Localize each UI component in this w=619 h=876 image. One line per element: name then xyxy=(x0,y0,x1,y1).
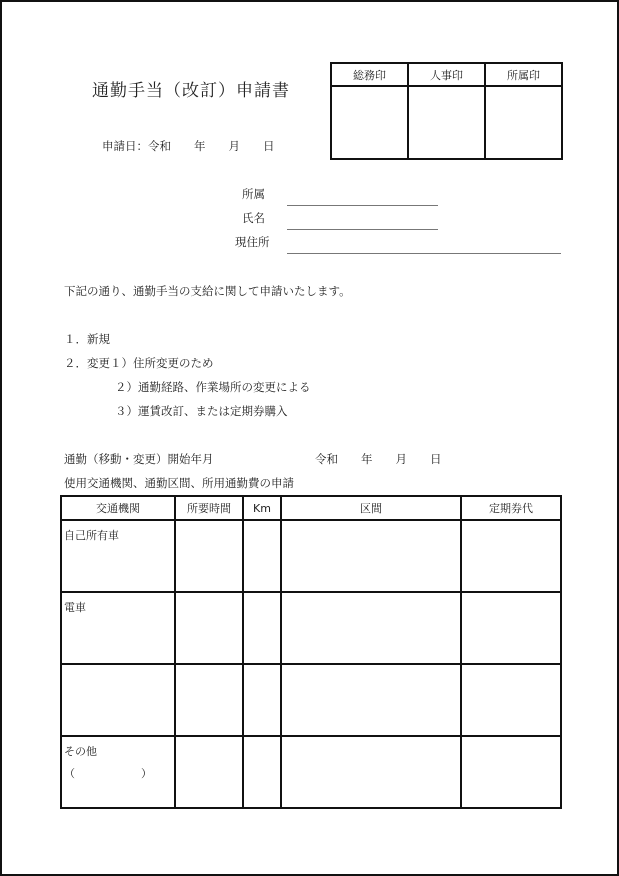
table-row xyxy=(61,664,561,736)
address-input-line[interactable] xyxy=(287,253,561,254)
pass-cost-cell[interactable] xyxy=(461,592,561,664)
application-date: 申請日：令和 年 月 日 xyxy=(102,139,275,153)
duration-cell[interactable] xyxy=(175,592,243,664)
table-row xyxy=(61,736,561,808)
header-pass-cost: 定期券代 xyxy=(461,496,561,520)
table-row xyxy=(61,592,561,664)
duration-cell[interactable] xyxy=(175,520,243,592)
section-cell[interactable] xyxy=(281,736,461,808)
name-input-line[interactable] xyxy=(287,229,438,230)
km-cell[interactable] xyxy=(243,592,281,664)
seal-box-personnel[interactable] xyxy=(408,86,485,159)
intro-text: 下記の通り、通勤手当の支給に関して申請いたします。 xyxy=(64,284,351,298)
seal-box-department[interactable] xyxy=(485,86,562,159)
other-paren[interactable]: （ ） xyxy=(64,767,152,780)
option-change-fare: ３）運賃改訂、または定期券購入 xyxy=(115,404,288,418)
start-label: 通勤（移動・変更）開始年月 xyxy=(64,452,214,466)
pass-cost-cell[interactable] xyxy=(461,520,561,592)
seal-header-general-affairs: 総務印 xyxy=(331,63,408,86)
duration-cell[interactable] xyxy=(175,664,243,736)
transport-label: 電車 xyxy=(64,601,86,614)
transport-label xyxy=(62,665,174,669)
transport-cell xyxy=(61,736,175,808)
header-transport: 交通機関 xyxy=(61,496,175,520)
header-km: Km xyxy=(243,496,281,520)
seal-header-department: 所属印 xyxy=(485,63,562,86)
table-caption: 使用交通機関、通勤区間、所用通勤費の申請 xyxy=(64,476,294,490)
section-cell[interactable] xyxy=(281,592,461,664)
transport-label: その他 xyxy=(64,745,97,758)
seal-header-personnel: 人事印 xyxy=(408,63,485,86)
section-cell[interactable] xyxy=(281,664,461,736)
seal-box-general-affairs[interactable] xyxy=(331,86,408,159)
section-cell[interactable] xyxy=(281,520,461,592)
header-section: 区間 xyxy=(281,496,461,520)
header-duration: 所要時間 xyxy=(175,496,243,520)
affiliation-label: 所属 xyxy=(242,187,265,201)
duration-cell[interactable] xyxy=(175,736,243,808)
transport-cell[interactable] xyxy=(61,664,175,736)
option-change-address: ２．変更１）住所変更のため xyxy=(64,356,214,370)
commute-table xyxy=(60,495,562,809)
option-new: １．新規 xyxy=(64,332,110,346)
option-change-route: ２）通勤経路、作業場所の変更による xyxy=(115,380,311,394)
affiliation-input-line[interactable] xyxy=(287,205,438,206)
start-date: 令和 年 月 日 xyxy=(315,452,442,466)
transport-cell xyxy=(61,592,175,664)
address-label: 現住所 xyxy=(235,235,270,249)
km-cell[interactable] xyxy=(243,736,281,808)
table-row xyxy=(61,520,561,592)
km-cell[interactable] xyxy=(243,664,281,736)
name-label: 氏名 xyxy=(242,211,265,225)
pass-cost-cell[interactable] xyxy=(461,664,561,736)
seal-table xyxy=(330,62,563,160)
pass-cost-cell[interactable] xyxy=(461,736,561,808)
transport-label: 自己所有車 xyxy=(64,529,119,542)
km-cell[interactable] xyxy=(243,520,281,592)
transport-cell xyxy=(61,520,175,592)
page-title: 通勤手当（改訂）申請書 xyxy=(92,81,290,101)
